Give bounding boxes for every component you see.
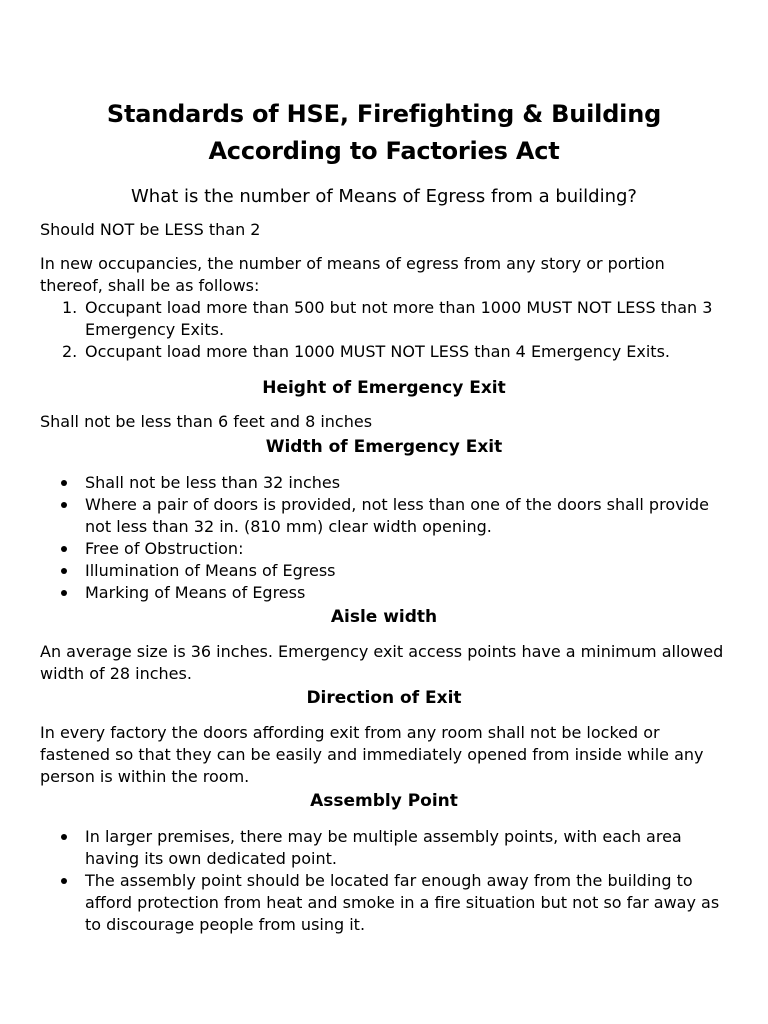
width-heading: Width of Emergency Exit [265,437,503,457]
direction-text: In every factory the doors affording exit from any room shall not be locked or fastened so that they can be easily and immediately opened from inside while any person is within the room. [40,723,704,786]
aisle-heading: Aisle width [330,607,438,627]
list-item-text: Shall not be less than 32 inches [85,473,341,492]
list-item-text: Marking of Means of Egress [85,583,306,602]
list-item-text: Occupant load more than 1000 MUST NOT LESS than 4 Emergency Exits. [85,342,670,361]
height-text: Shall not be less than 6 feet and 8 inches [40,412,373,431]
bullet-icon [61,480,67,486]
egress-intro-text: In new occupancies, the number of means of egress from any story or portion thereof, shall be as follows: [40,254,665,295]
bullet-icon [61,546,67,552]
list-item [40,341,728,363]
direction-heading: Direction of Exit [306,688,462,708]
assembly-heading: Assembly Point [310,791,458,811]
width-list [40,472,728,604]
list-item-text: In larger premises, there may be multiple assembly points, with each area having its own dedicated point. [85,827,682,868]
assembly-list [40,826,728,936]
bullet-icon [61,568,67,574]
list-item-text: Illumination of Means of Egress [85,561,336,580]
list-item [40,870,728,936]
list-item [40,560,728,582]
document-page [0,96,768,1024]
list-item [40,494,728,538]
list-item [40,472,728,494]
list-item [40,297,728,341]
document-title: Standards of HSE, Firefighting & Building According to Factories Act [106,100,662,165]
height-heading: Height of Emergency Exit [262,378,506,398]
bullet-icon [61,590,67,596]
list-number: 1. [62,298,78,317]
bullet-icon [61,502,67,508]
bullet-icon [61,878,67,884]
egress-minimum-text: Should NOT be LESS than 2 [40,220,261,239]
aisle-text: An average size is 36 inches. Emergency exit access points have a minimum allowed width of 28 inches. [40,642,724,683]
document-subtitle: What is the number of Means of Egress from a building? [130,186,637,207]
bullet-icon [61,834,67,840]
list-item-text: The assembly point should be located far enough away from the building to afford protection from heat and smoke in a fire situation but not so far away as to discourage people from using it. [85,871,720,934]
list-item [40,582,728,604]
list-item-text: Occupant load more than 500 but not more than 1000 MUST NOT LESS than 3 Emergency Exits. [85,298,713,339]
list-item-text: Free of Obstruction: [85,539,244,558]
list-item [40,538,728,560]
egress-rules-list [40,297,728,363]
list-item-text: Where a pair of doors is provided, not less than one of the doors shall provide not less than 32 in. (810 mm) clear width opening. [85,495,710,536]
list-number: 2. [62,342,78,361]
list-item [40,826,728,870]
